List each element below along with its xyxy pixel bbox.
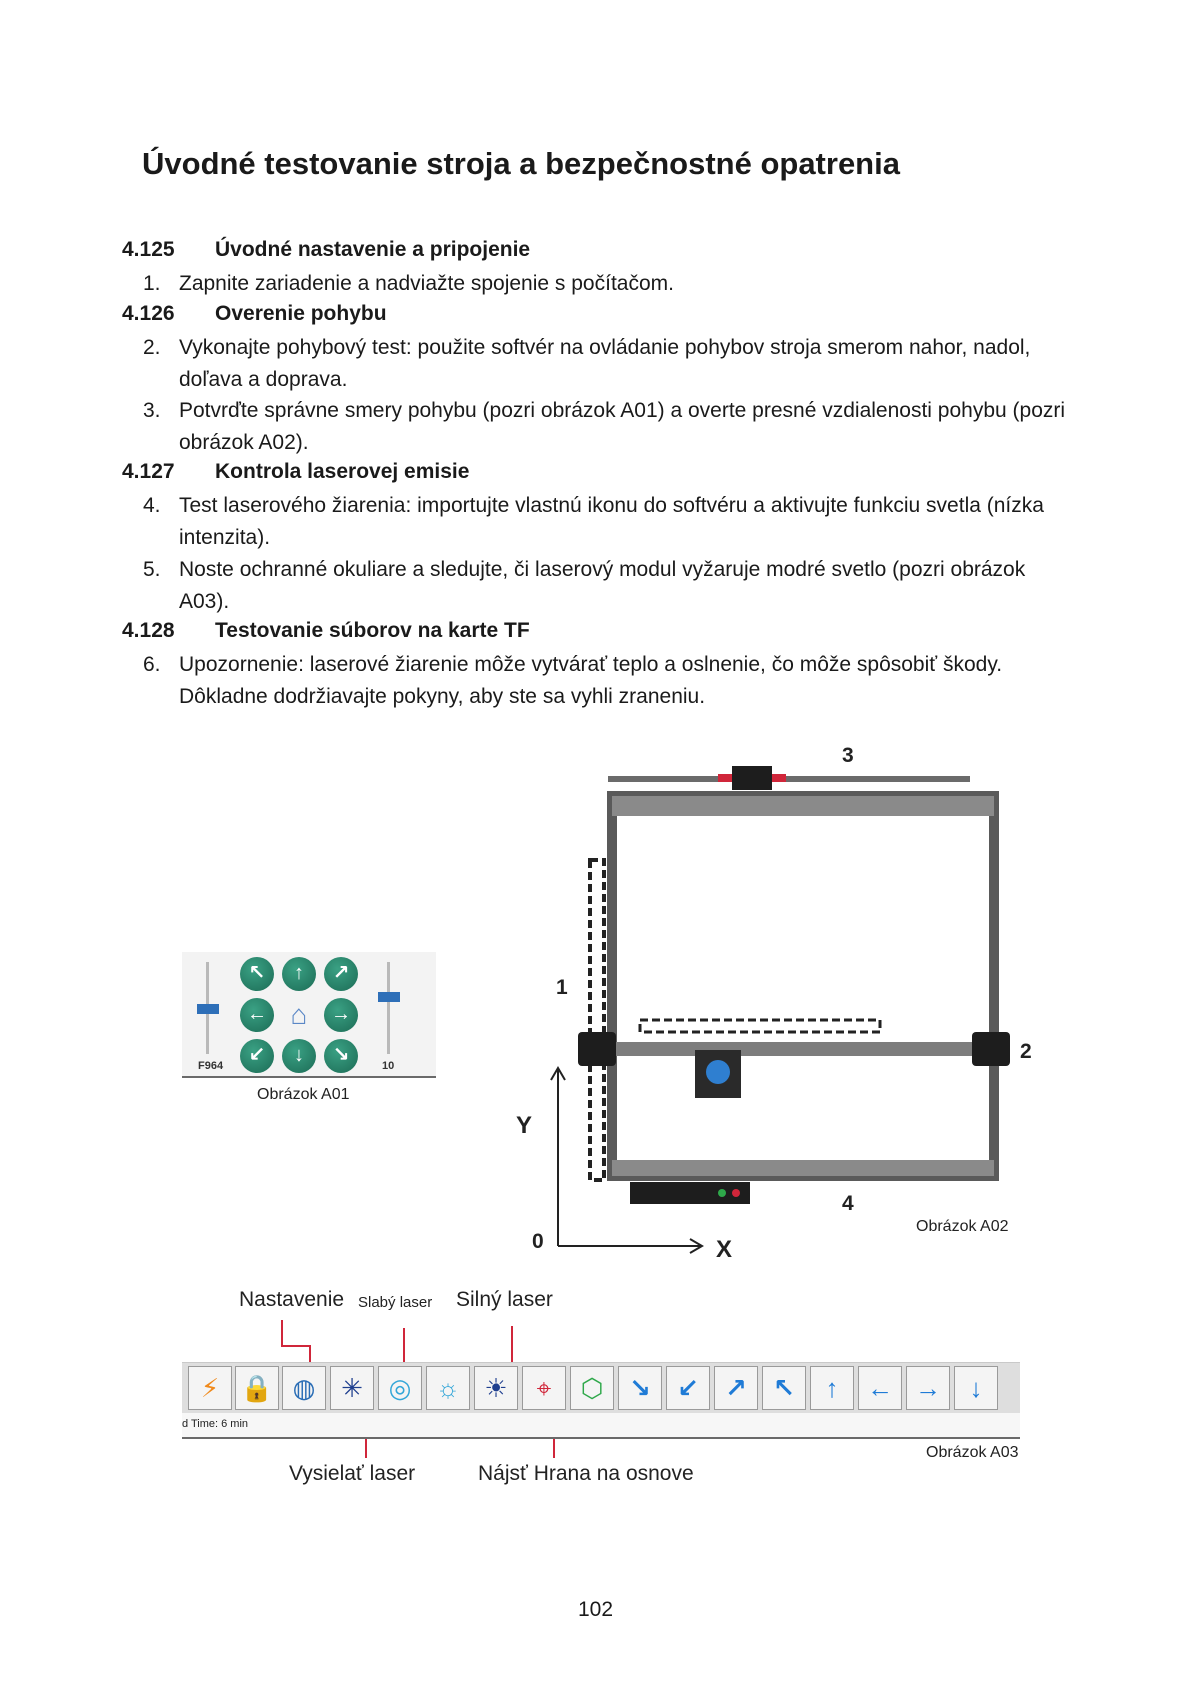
laser-emit-icon[interactable]: ✳	[330, 1366, 374, 1410]
section-number: 4.128	[122, 619, 175, 642]
section-heading	[122, 302, 387, 326]
speed-slider-thumb[interactable]	[197, 1004, 219, 1014]
list-number: 2.	[143, 336, 161, 359]
arrow-down-icon[interactable]: ↓	[282, 1039, 316, 1073]
list-item	[143, 395, 1073, 459]
frame-marker-3: 3	[842, 744, 854, 767]
arrow-up-left-icon[interactable]: ↖	[240, 957, 274, 991]
list-text: Upozornenie: laserové žiarenie môže vytvárať teplo a oslnenie, čo môže spôsobiť škody. Dôkladne dodržiavajte pokyny, aby ste sa vyhli zraneniu.	[179, 653, 1003, 708]
sun-icon[interactable]: ☼	[426, 1366, 470, 1410]
callout-find-edge: Nájsť Hrana na osnove	[478, 1462, 694, 1485]
frame-marker-1: 1	[556, 976, 568, 999]
step-slider-thumb[interactable]	[378, 992, 400, 1002]
step-slider-track	[387, 962, 390, 1054]
arrow-up-icon[interactable]: ↑	[282, 957, 316, 991]
section-heading	[122, 460, 469, 484]
software-toolbar	[182, 1362, 1020, 1413]
callout-strong-laser: Silný laser	[456, 1288, 553, 1311]
arrow-down-left-icon[interactable]: ↙	[666, 1366, 710, 1410]
axis-label-x: X	[716, 1236, 733, 1263]
arrow-right-icon[interactable]: →	[906, 1366, 950, 1410]
figure-caption-a03: Obrázok A03	[926, 1444, 1019, 1461]
arrow-down-right-icon[interactable]: ↘	[618, 1366, 662, 1410]
section-number: 4.126	[122, 302, 175, 325]
arrow-up-right-icon[interactable]: ↗	[324, 957, 358, 991]
list-item	[143, 268, 1073, 300]
arrow-down-right-icon[interactable]: ↘	[324, 1039, 358, 1073]
arrow-down-left-icon[interactable]: ↙	[240, 1039, 274, 1073]
figure-caption-a02: Obrázok A02	[916, 1218, 1009, 1235]
jog-control-panel	[182, 952, 436, 1078]
arrow-right-icon[interactable]: →	[324, 998, 358, 1032]
strong-laser-icon[interactable]: ☀	[474, 1366, 518, 1410]
arrow-left-icon[interactable]: ←	[858, 1366, 902, 1410]
home-icon[interactable]: ⌂	[290, 999, 308, 1030]
axis-label-y: Y	[516, 1112, 533, 1139]
list-number: 5.	[143, 558, 161, 581]
page-number: 102	[577, 1598, 614, 1621]
list-text: Zapnite zariadenie a nadviažte spojenie s počítačom.	[179, 272, 674, 295]
list-item	[143, 554, 1073, 618]
callout-emit-laser: Vysielať laser	[289, 1462, 416, 1485]
list-item	[143, 490, 1073, 554]
list-number: 1.	[143, 272, 161, 295]
lightning-icon[interactable]: ⚡	[188, 1366, 232, 1410]
lock-icon[interactable]: 🔒	[235, 1366, 279, 1410]
list-text: Potvrďte správne smery pohybu (pozri obrázok A01) a overte presné vzdialenosti pohybu (pozri obrázok A02).	[179, 399, 1066, 454]
page-title: Úvodné testovanie stroja a bezpečnostné opatrenia	[142, 146, 900, 181]
section-number: 4.125	[122, 238, 175, 261]
list-number: 6.	[143, 653, 161, 676]
weak-laser-icon[interactable]: ◎	[378, 1366, 422, 1410]
section-heading	[122, 238, 530, 262]
frame-marker-2: 2	[1020, 1040, 1032, 1063]
status-bar	[182, 1413, 1020, 1439]
machine-frame-illustration	[500, 740, 1040, 1260]
list-number: 3.	[143, 399, 161, 422]
figure-caption-a01: Obrázok A01	[257, 1086, 350, 1103]
frame-marker-4: 4	[842, 1192, 854, 1215]
section-title: Kontrola laserovej emisie	[215, 460, 470, 483]
list-text: Noste ochranné okuliare a sledujte, či laserový modul vyžaruje modré svetlo (pozri obrázok A03).	[179, 558, 1026, 613]
arrow-up-right-icon[interactable]: ↗	[714, 1366, 758, 1410]
globe-settings-icon[interactable]: ◍	[282, 1366, 326, 1410]
arrow-up-icon[interactable]: ↑	[810, 1366, 854, 1410]
list-item	[143, 332, 1073, 396]
section-heading	[122, 619, 530, 643]
list-number: 4.	[143, 494, 161, 517]
list-text: Test laserového žiarenia: importujte vlastnú ikonu do softvéru a aktivujte funkciu svetla (nízka intenzita).	[179, 494, 1044, 549]
section-title: Úvodné nastavenie a pripojenie	[215, 238, 531, 261]
list-item	[143, 649, 1073, 713]
section-title: Testovanie súborov na karte TF	[215, 619, 530, 642]
arrow-up-left-icon[interactable]: ↖	[762, 1366, 806, 1410]
arrow-down-icon[interactable]: ↓	[954, 1366, 998, 1410]
callout-weak-laser: Slabý laser	[358, 1294, 433, 1311]
callout-settings: Nastavenie	[239, 1288, 345, 1311]
list-text: Vykonajte pohybový test: použite softvér na ovládanie pohybov stroja smerom nahor, nadol, doľava a doprava.	[179, 336, 1031, 391]
speed-value-label: F964	[198, 1060, 224, 1072]
hexagon-icon[interactable]: ⬡	[570, 1366, 614, 1410]
map-pin-icon[interactable]: ⌖	[522, 1366, 566, 1410]
step-value-label: 10	[382, 1060, 395, 1072]
arrow-left-icon[interactable]: ←	[240, 998, 274, 1032]
status-time-text: d Time: 6 min	[182, 1418, 249, 1430]
section-title: Overenie pohybu	[215, 302, 387, 325]
axis-origin-label: 0	[532, 1230, 544, 1253]
section-number: 4.127	[122, 460, 175, 483]
